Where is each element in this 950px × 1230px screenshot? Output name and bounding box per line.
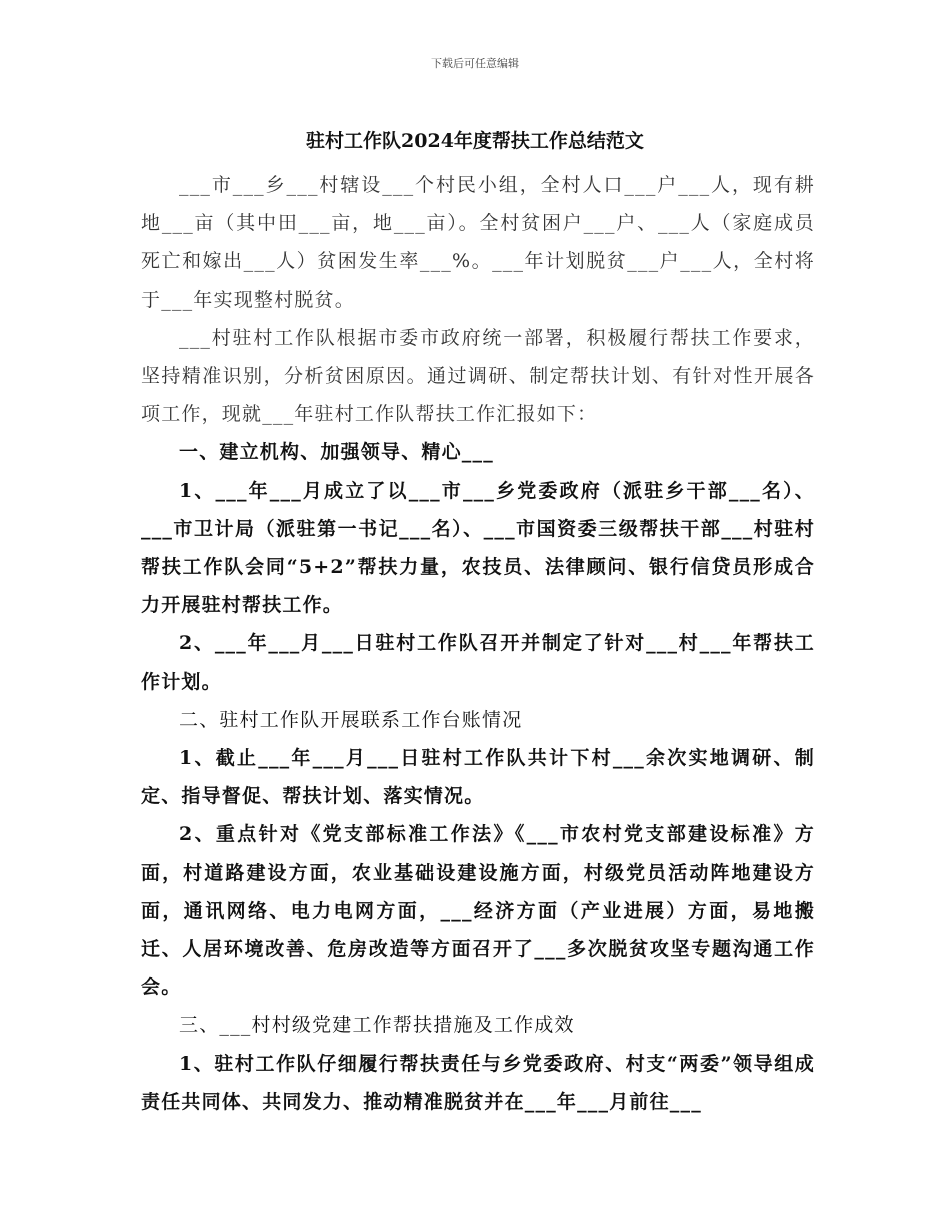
section-heading-2: 二、驻村工作队开展联系工作台账情况 [179, 708, 523, 731]
document-title: 驻村工作队2024年度帮扶工作总结范文 [306, 130, 644, 152]
paragraph-overview: ___市___乡___村辖设___个村民小组，全村人口___户___人，现有耕地___亩（其中田___亩，地___亩）。全村贫困户___户、___人（家庭成员死亡和嫁出___人）贫困发生率___%。___年计划脱贫___户___人，全村将于___年实现整村脱贫。 [141, 174, 815, 311]
paragraph-2-1: 1、截止___年___月___日驻村工作队共计下村___余次实地调研、制定、指导督促、帮扶计划、落实情况。 [141, 747, 815, 808]
header-note: 下载后可任意编辑 [431, 57, 519, 70]
document-body [141, 166, 815, 1121]
paragraph-1-1: 1、___年___月成立了以___市___乡党委政府（派驻乡干部___名）、___市卫计局（派驻第一书记___名）、___市国资委三级帮扶干部___村驻村帮扶工作队会同“5+2”帮扶力量，农技员、法律顾问、银行信贷员形成合力开展驻村帮扶工作。 [141, 479, 815, 617]
section-heading-3: 三、___村村级党建工作帮扶措施及工作成效 [179, 1014, 575, 1037]
paragraph-intro: ___村驻村工作队根据市委市政府统一部署，积极履行帮扶工作要求，坚持精准识别，分析贫困原因。通过调研、制定帮扶计划、有针对性开展各项工作，现就___年驻村工作队帮扶工作汇报如下： [141, 326, 815, 426]
section-heading-1: 一、建立机构、加强领导、精心___ [179, 441, 494, 464]
paragraph-3-1: 1、驻村工作队仔细履行帮扶责任与乡党委政府、村支“两委”领导组成责任共同体、共同发力、推动精准脱贫并在___年___月前往___ [141, 1052, 815, 1113]
paragraph-1-2: 2、___年___月___日驻村工作队召开并制定了针对___村___年帮扶工作计划。 [141, 632, 815, 693]
paragraph-2-2: 2、重点针对《党支部标准工作法》《___市农村党支部建设标准》方面，村道路建设方面，农业基础设建设施方面，村级党员活动阵地建设方面，通讯网络、电力电网方面，___经济方面（产业进展）方面，易地搬迁、人居环境改善、危房改造等方面召开了___多次脱贫攻坚专题沟通工作会。 [141, 823, 815, 999]
